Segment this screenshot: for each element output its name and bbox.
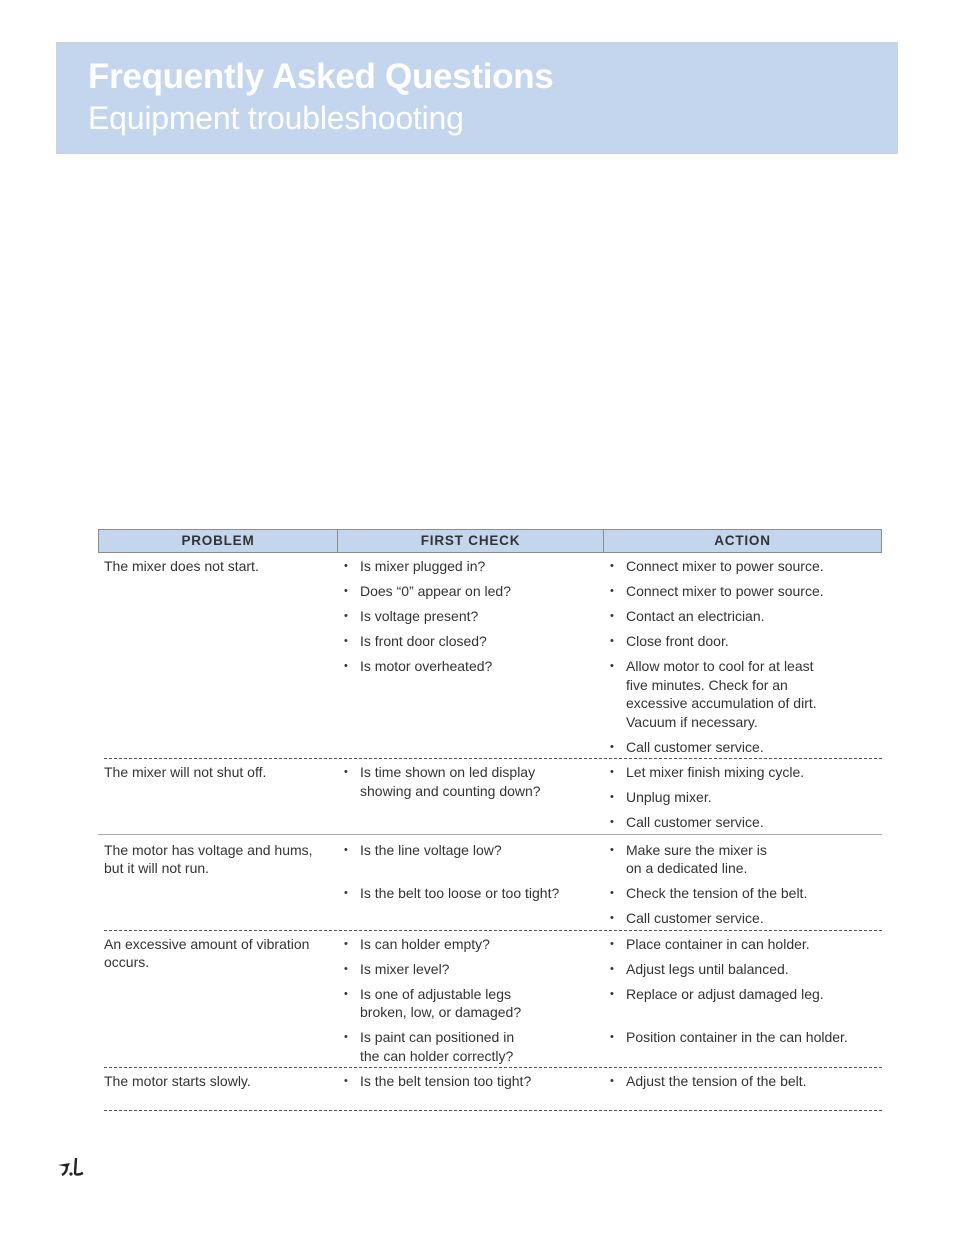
action-item: • Close front door. (626, 632, 876, 651)
action-cell (604, 841, 882, 930)
check-item: • Is mixer plugged in? (360, 557, 598, 576)
first-check-cell (338, 557, 604, 758)
row-divider (104, 1110, 882, 1111)
check-item: • Is can holder empty? (360, 935, 598, 954)
check-item: • Is the belt tension too tight? (360, 1072, 598, 1091)
page-header (56, 42, 898, 154)
action-item: • Call customer service. (626, 813, 876, 832)
check-item: • Does “0” appear on led? (360, 582, 598, 601)
check-item: • Is motor overheated? (360, 657, 598, 676)
action-item: • Contact an electrician. (626, 607, 876, 626)
problem-cell: The mixer does not start. (104, 558, 259, 574)
action-item: • Adjust the tension of the belt. (626, 1072, 876, 1091)
table-row (98, 835, 882, 930)
table-row (98, 1068, 882, 1110)
action-item: • Call customer service. (626, 909, 876, 928)
first-check-cell (338, 1072, 604, 1110)
table-body (98, 553, 882, 1111)
table-row (98, 759, 882, 834)
action-item: • Connect mixer to power source. (626, 557, 876, 576)
action-item: • Adjust legs until balanced. (626, 960, 876, 979)
brand-logo-icon (56, 1155, 86, 1177)
action-cell (604, 557, 882, 758)
check-item: • Is the belt too loose or too tight? (360, 884, 598, 903)
action-item: • Allow motor to cool for at least five minutes. Check for an excessive accumulation of dirt. Vacuum if necessary. (626, 657, 826, 731)
action-item: • Connect mixer to power source. (626, 582, 876, 601)
check-item: • Is time shown on led display showing and counting down? (360, 763, 560, 800)
check-item: • Is paint can positioned in the can holder correctly? (360, 1028, 530, 1065)
page-subtitle: Equipment troubleshooting (88, 100, 464, 136)
table-row (98, 553, 882, 758)
check-item: • Is the line voltage low? (360, 841, 598, 860)
action-item: • Position container in the can holder. (626, 1028, 876, 1047)
action-item: • Make sure the mixer is on a dedicated line. (626, 841, 786, 878)
troubleshooting-table (98, 529, 882, 1111)
action-cell (604, 935, 882, 1068)
page-title: Frequently Asked Questions (88, 57, 554, 96)
problem-cell: An excessive amount of vibration occurs. (104, 935, 310, 970)
table-row (98, 931, 882, 1068)
action-item: • Place container in can holder. (626, 935, 876, 954)
check-item: • Is mixer level? (360, 960, 598, 979)
problem-cell: The motor starts slowly. (104, 1073, 251, 1089)
column-header-action: ACTION (604, 529, 882, 553)
problem-cell: The motor has voltage and hums, but it will not run. (104, 841, 313, 876)
action-cell (604, 1072, 882, 1110)
column-header-problem: PROBLEM (98, 529, 338, 553)
action-item: • Check the tension of the belt. (626, 884, 876, 903)
action-item: • Replace or adjust damaged leg. (626, 985, 876, 1004)
first-check-cell (338, 841, 604, 930)
action-item: • Unplug mixer. (626, 788, 876, 807)
first-check-cell (338, 935, 604, 1068)
action-cell (604, 763, 882, 834)
problem-cell: The mixer will not shut off. (104, 764, 267, 780)
column-header-first-check: FIRST CHECK (338, 529, 604, 553)
check-item: • Is front door closed? (360, 632, 598, 651)
check-item: • Is voltage present? (360, 607, 598, 626)
check-item: • Is one of adjustable legs broken, low, or damaged? (360, 985, 540, 1022)
first-check-cell (338, 763, 604, 834)
action-item: • Let mixer finish mixing cycle. (626, 763, 876, 782)
table-header (98, 529, 882, 553)
action-item: • Call customer service. (626, 738, 876, 757)
